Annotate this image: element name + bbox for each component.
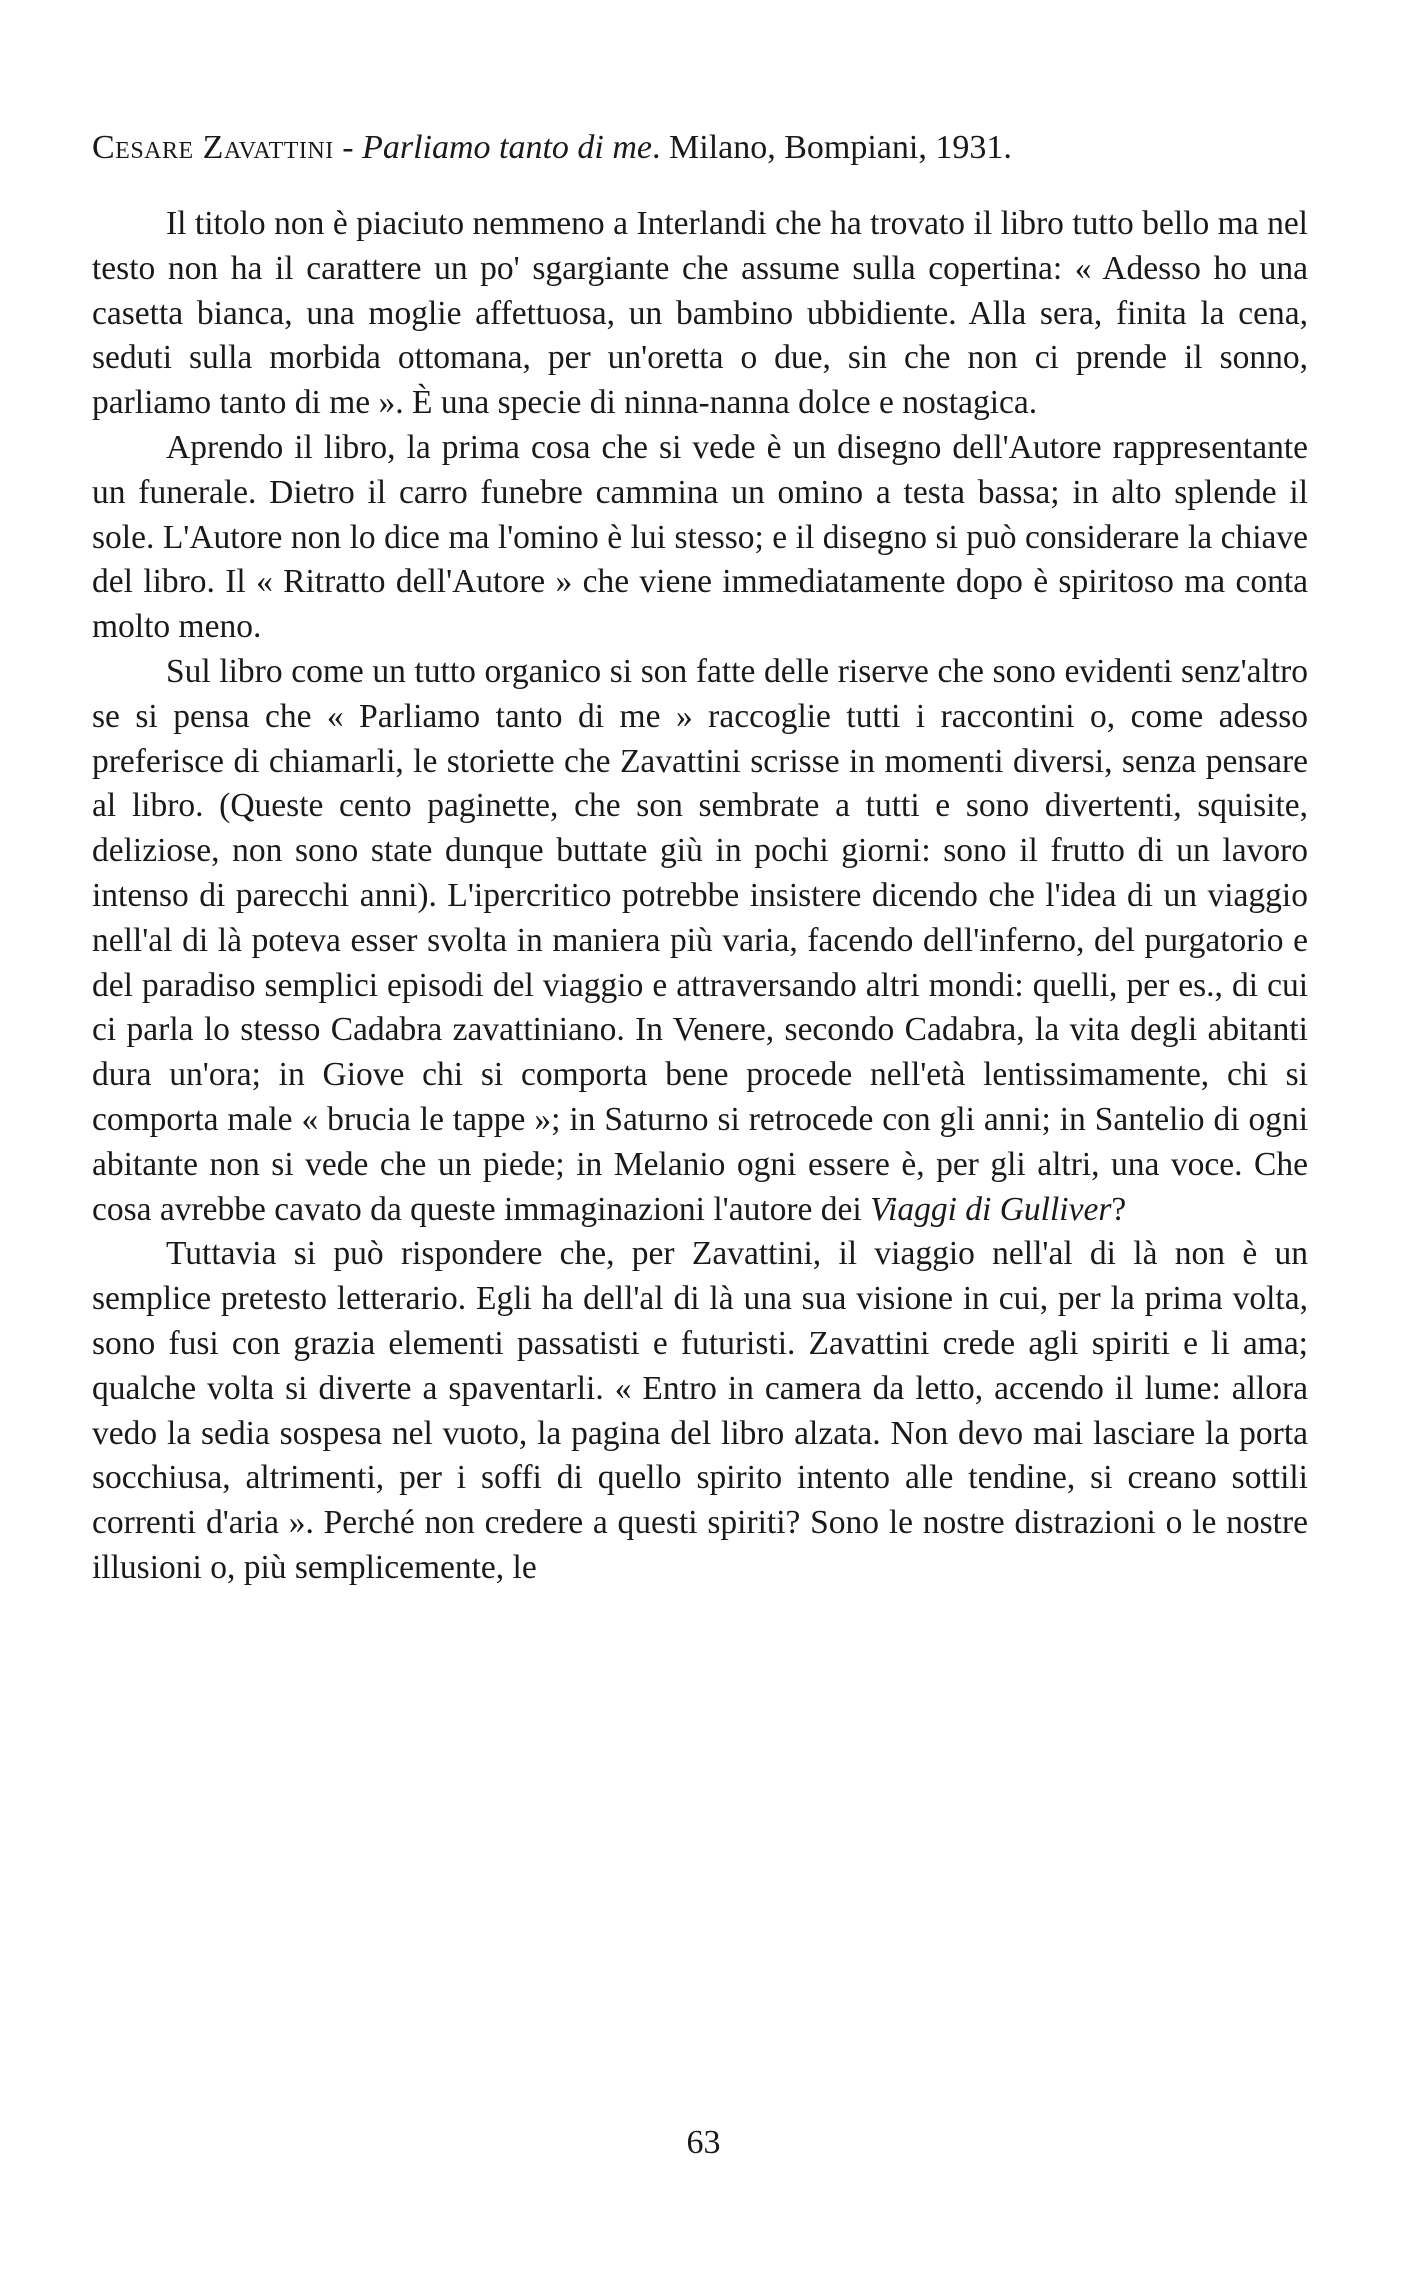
page-number: 63 bbox=[686, 2124, 721, 2161]
publication-info: . Milano, Bompiani, 1931. bbox=[652, 129, 1012, 166]
heading-separator: - bbox=[333, 129, 363, 166]
review-heading bbox=[92, 126, 1308, 170]
paragraph-text: Sul libro come un tutto organico si son fatte delle riserve che sono evidenti senz'altro se si pensa che « Parliamo tanto di me » raccoglie tutti i raccontini o, come adesso preferisce di chiamarli, le storiette che Zavattini scrisse in momenti diversi, senza pensare al libro. (Queste cento paginette, che son sembrate a tutti e sono divertenti, squisite, deliziose, non sono state dunque buttate giù in pochi giorni: sono il frutto di un lavoro intenso di parecchi anni). L'ipercritico potrebbe insistere dicendo che l'idea di un viaggio nell'al di là poteva esser svolta in maniera più varia, facendo dell'inferno, del purgatorio e del paradiso semplici episodi del viaggio e attraversando altri mondi: quelli, per es., di cui ci parla lo stesso Cadabra zavattiniano. In Venere, secondo Cadabra, la vita degli abitanti dura un'ora; in Giove chi si comporta bene procede nell'età lentissimamente, chi si comporta male « brucia le tappe »; in Saturno si retrocede con gli anni; in Santelio di ogni abitante non si vede che un piede; in Melanio ogni essere è, per gli altri, una voce. Che cosa avrebbe cavato da queste immaginazioni l'autore dei bbox=[92, 652, 1308, 1228]
paragraph-text: Aprendo il libro, la prima cosa che si vede è un disegno dell'Autore rappresentante un funerale. Dietro il carro funebre cammina un omino a testa bassa; in alto splende il sole. L'Autore non lo dice ma l'omino è lui stesso; e il disegno si può considerare la chiave del libro. Il « Ritratto dell'Autore » che viene immediatamente dopo è spiritoso ma conta molto meno. bbox=[92, 428, 1308, 646]
book-author: Cesare Zavattini bbox=[92, 129, 334, 166]
book-title: Parliamo tanto di me bbox=[362, 129, 653, 166]
paragraph-3 bbox=[92, 650, 1308, 1232]
paragraph-2 bbox=[92, 426, 1308, 650]
cited-title: Viaggi di Gulliver bbox=[870, 1190, 1112, 1228]
paragraph-1 bbox=[92, 202, 1308, 426]
paragraph-text: Il titolo non è piaciuto nemmeno a Interlandi che ha trovato il libro tutto bello ma nel testo non ha il carattere un po' sgargiante che assume sulla copertina: « Adesso ho una casetta bianca, una moglie affettuosa, un bambino ubbidiente. Alla sera, finita la cena, seduti sulla morbida ottomana, per un'oretta o due, sin che non ci prende il sonno, parliamo tanto di me ». È una specie di ninna-nanna dolce e nostagica. bbox=[92, 205, 1308, 422]
paragraph-text-end: ? bbox=[1111, 1190, 1127, 1228]
paragraph-4 bbox=[92, 1232, 1308, 1590]
paragraph-text: Tuttavia si può rispondere che, per Zavattini, il viaggio nell'al di là non è un semplice pretesto letterario. Egli ha dell'al di là una sua visione in cui, per la prima volta, sono fusi con grazia elementi passatisti e futuristi. Zavattini crede agli spiriti e li ama; qualche volta si diverte a spaventarli. « Entro in camera da letto, accendo il lume: allora vedo la sedia sospesa nel vuoto, la pagina del libro alzata. Non devo mai lasciare la porta socchiusa, altrimenti, per i soffi di quello spirito intento alle tendine, si creano sottili correnti d'aria ». Perché non credere a questi spiriti? Sono le nostre distrazioni o le nostre illusioni o, più semplicemente, le bbox=[92, 1235, 1308, 1586]
page-body bbox=[92, 126, 1308, 1591]
